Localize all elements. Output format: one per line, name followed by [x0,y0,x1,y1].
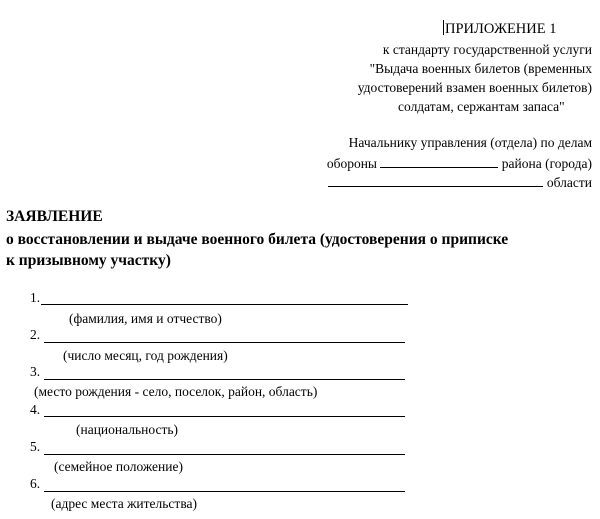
field-number-1: 1. [30,290,41,305]
addressee-line-3 [328,173,592,191]
field-caption-3: (место рождения - село, поселок, район, область) [34,384,318,399]
statement-subtitle-1: о восстановлении и выдаче военного билета (удостоверения о приписке [6,231,509,248]
addressee-line-3-suffix: области [546,175,592,190]
field-input-5[interactable] [44,454,405,455]
field-caption-6: (адрес места жительства) [51,496,198,511]
field-caption-1: (фамилия, имя и отчество) [69,311,222,326]
field-input-1[interactable] [41,304,408,305]
field-number-6: 6. [30,476,41,491]
statement-title: ЗАЯВЛЕНИЕ [6,208,103,225]
addressee-line-2-suffix: района (города) [501,156,592,171]
district-blank[interactable] [380,154,498,168]
appendix-line-1: к стандарту государственной услуги [382,42,592,57]
addressee-line-2-prefix: обороны [326,156,378,171]
appendix-line-2: "Выдача военных билетов (временных [369,61,592,76]
field-input-2[interactable] [44,342,405,343]
field-number-3: 3. [30,364,41,379]
field-number-5: 5. [30,439,41,454]
addressee-line-2 [327,154,592,172]
field-caption-4: (национальность) [76,422,178,437]
field-caption-5: (семейное положение) [54,459,183,474]
appendix-line-3: удостоверений взамен военных билетов) [357,80,592,95]
text-cursor [443,20,444,35]
field-number-4: 4. [30,402,41,417]
field-input-6[interactable] [44,491,405,492]
field-input-4[interactable] [44,416,405,417]
field-number-2: 2. [30,327,41,342]
statement-subtitle-2: к призывному участку) [6,252,171,269]
field-caption-2: (число месяц, год рождения) [63,348,228,363]
addressee-line-1: Начальнику управления (отдела) по делам [348,135,592,150]
region-blank[interactable] [328,173,543,187]
appendix-line-4: солдатам, сержантам запаса" [398,99,565,114]
field-input-3[interactable] [44,379,405,380]
appendix-title: ПРИЛОЖЕНИЕ 1 [445,21,557,37]
